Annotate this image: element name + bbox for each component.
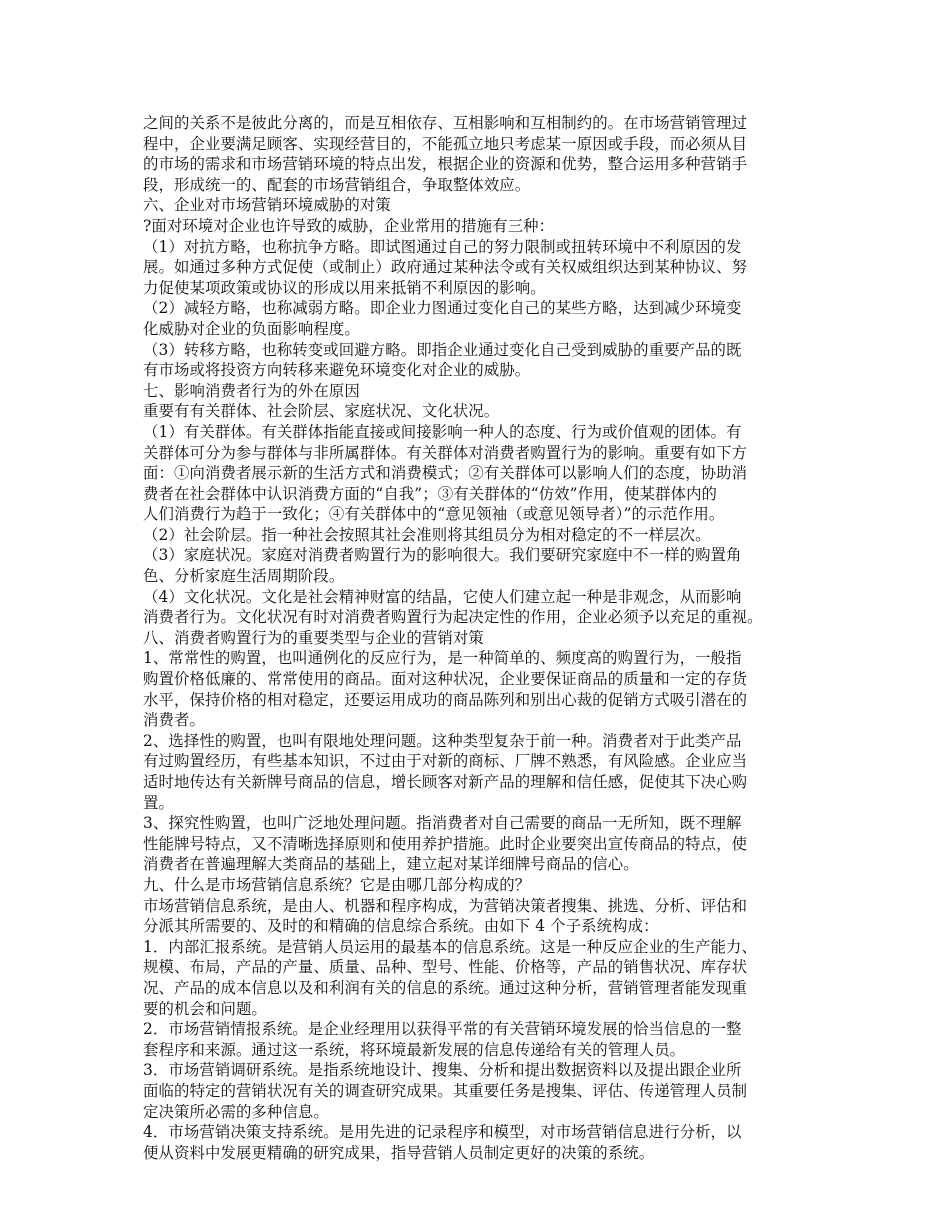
- text-line: 八、消费者购置行为的重要类型与企业的营销对策: [143, 628, 484, 647]
- text-line: 规模、布局，产品的产量、质量、品种、型号、性能、价格等，产品的销售状况、库存状: [143, 958, 748, 977]
- text-line: 性能牌号特点，又不清晰选择原则和使用养护措施。此时企业要突出宣传商品的特点，使: [143, 834, 748, 853]
- text-line: 水平，保持价格的相对稳定，还要运用成功的商品陈列和别出心裁的促销方式吸引潜在的: [143, 690, 748, 709]
- text-line: 1、常常性的购置，也叫通例化的反应行为，是一种简单的、频度高的购置行为，一般指: [143, 649, 742, 668]
- text-line: （1）有关群体。有关群体指能直接或间接影响一种人的态度、行为或价值观的团体。有: [143, 422, 742, 441]
- text-line: 3．市场营销调研系统。是指系统地设计、搜集、分析和提出数据资料以及提出跟企业所: [143, 1061, 742, 1080]
- text-line: 消费者。: [143, 711, 205, 730]
- text-line: 化威胁对企业的负面影响程度。: [143, 319, 360, 338]
- text-line: 定决策所必需的多种信息。: [143, 1102, 329, 1121]
- text-line: （3）家庭状况。家庭对消费者购置行为的影响很大。我们要研究家庭中不一样的购置角: [143, 546, 742, 565]
- text-line: 面：①向消费者展示新的生活方式和消费模式；②有关群体可以影响人们的态度，协助消: [143, 464, 748, 483]
- text-line: 便从资料中发展更精确的研究成果，指导营销人员制定更好的决策的系统。: [143, 1143, 655, 1162]
- text-line: 费者在社会群体中认识消费方面的“自我”；③有关群体的“仿效”作用，使某群体内的: [143, 484, 718, 503]
- text-line: （1）对抗方略，也称抗争方略。即试图通过自己的努力限制或扭转环境中不利原因的发: [143, 237, 742, 256]
- text-line: 购置价格低廉的、常常使用的商品。面对这种状况，企业要保证商品的质量和一定的存货: [143, 670, 748, 689]
- text-line: 有过购置经历，有些基本知识，不过由于对新的商标、厂牌不熟悉，有风险感。企业应当: [143, 752, 748, 771]
- text-line: 2．市场营销情报系统。是企业经理用以获得平常的有关营销环境发展的恰当信息的一整: [143, 1020, 742, 1039]
- text-line: 九、什么是市场营销信息系统？它是由哪几部分构成的？: [143, 875, 531, 894]
- text-line: 程中，企业要满足顾客、实现经营目的，不能孤立地只考虑某一原因或手段，而必须从目: [143, 134, 748, 153]
- text-line: 置。: [143, 793, 174, 812]
- text-line: 适时地传达有关新牌号商品的信息，增长顾客对新产品的理解和信任感，促使其下决心购: [143, 773, 748, 791]
- text-line: 之间的关系不是彼此分离的，而是互相依存、互相影响和互相制约的。在市场营销管理过: [143, 114, 748, 132]
- text-line: （2）社会阶层。指一种社会按照其社会准则将其组员分为相对稳定的不一样层次。: [143, 525, 711, 544]
- text-line: 套程序和来源。通过这一系统，将环境最新发展的信息传递给有关的管理人员。: [143, 1040, 686, 1059]
- text-line: 有市场或将投资方向转移来避免环境变化对企业的威胁。: [143, 361, 531, 380]
- text-line: 市场营销信息系统，是由人、机器和程序构成，为营销决策者搜集、挑选、分析、评估和: [143, 896, 748, 915]
- document-page: [143, 113, 811, 1163]
- text-line: 展。如通过多种方式促使（或制止）政府通过某种法令或有关权威组织达到某种协议、努: [143, 258, 748, 277]
- text-line: 人们消费行为趋于一致化；④有关群体中的“意见领袖（或意见领导者）”的示范作用。: [143, 505, 725, 524]
- text-line: （2）减轻方略，也称减弱方略。即企业力图通过变化自己的某些方略，达到减少环境变: [143, 299, 742, 318]
- text-line: 4．市场营销决策支持系统。是用先进的记录程序和模型，对市场营销信息进行分析，以: [143, 1123, 742, 1142]
- text-line: 力促使某项政策或协议的形成以用来抵销不利原因的影响。: [143, 278, 546, 297]
- text-line: 消费者在普遍理解大类商品的基础上，建立起对某详细牌号商品的信心。: [143, 855, 639, 874]
- text-line: 六、企业对市场营销环境威胁的对策: [143, 196, 391, 215]
- text-line: 七、影响消费者行为的外在原因: [143, 381, 360, 400]
- text-line: 的市场的需求和市场营销环境的特点出发，根据企业的资源和优势，整合运用多种营销手: [143, 155, 748, 174]
- text-line: 1．内部汇报系统。是营销人员运用的最基本的信息系统。这是一种反应企业的生产能力、: [143, 937, 758, 956]
- text-line: 要的机会和问题。: [143, 999, 267, 1018]
- text-line: 色、分析家庭生活周期阶段。: [143, 567, 345, 586]
- text-line: 消费者行为。文化状况有时对消费者购置行为起决定性的作用，企业必须予以充足的重视。: [143, 608, 763, 627]
- text-line: 段，形成统一的、配套的市场营销组合，争取整体效应。: [143, 175, 531, 194]
- text-line: 况、产品的成本信息以及和利润有关的信息的系统。通过这种分析，营销管理者能发现重: [143, 978, 748, 997]
- text-line: 分派其所需要的、及时的和精确的信息综合系统。由如下 4 个子系统构成：: [143, 917, 659, 936]
- text-line: （3）转移方略，也称转变或回避方略。即指企业通过变化自己受到威胁的重要产品的既: [143, 340, 742, 359]
- text-line: ?面对环境对企业也许导致的威胁，企业常用的措施有三种：: [143, 216, 555, 235]
- text-line: 3、探究性购置，也叫广泛地处理问题。指消费者对自己需要的商品一无所知，既不理解: [143, 814, 742, 833]
- text-line: 2、选择性的购置，也叫有限地处理问题。这种类型复杂于前一种。消费者对于此类产品: [143, 731, 742, 750]
- text-line: （4）文化状况。文化是社会精神财富的结晶，它使人们建立起一种是非观念，从而影响: [143, 587, 742, 606]
- text-line: 关群体可分为参与群体与非所属群体。有关群体对消费者购置行为的影响。重要有如下方: [143, 443, 748, 462]
- text-line: 重要有有关群体、社会阶层、家庭状况、文化状况。: [143, 402, 500, 421]
- text-line: 面临的特定的营销状况有关的调查研究成果。其重要任务是搜集、评估、传递管理人员制: [143, 1081, 748, 1100]
